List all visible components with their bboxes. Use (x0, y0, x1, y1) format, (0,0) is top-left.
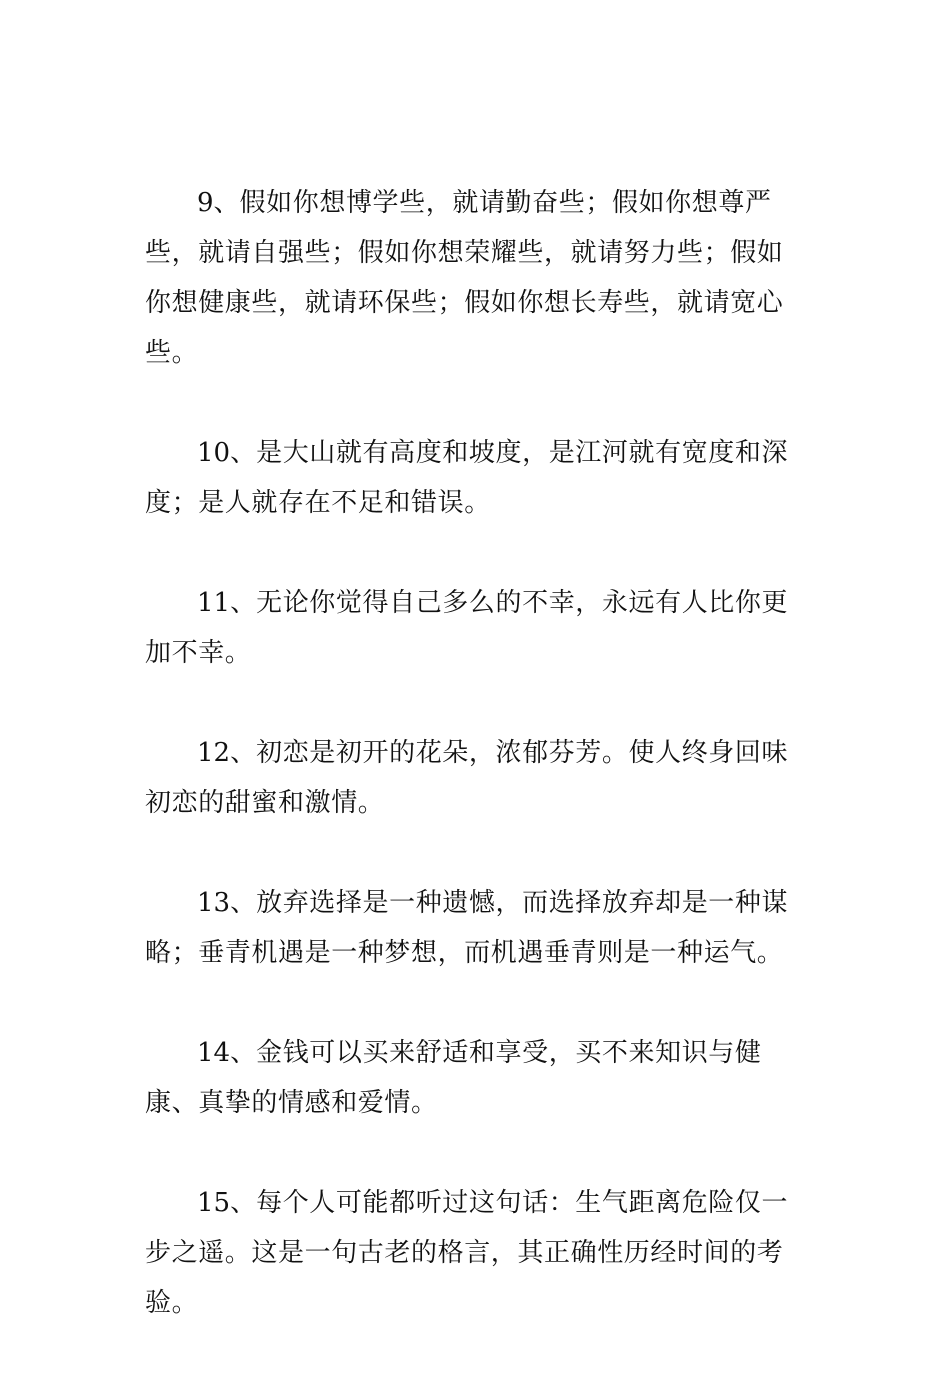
paragraph-number: 10、 (197, 438, 257, 468)
paragraph-10 (145, 428, 805, 528)
document-body (145, 178, 805, 1378)
paragraph-number: 13、 (197, 888, 257, 918)
paragraph-number: 14、 (197, 1038, 257, 1068)
paragraph-number: 15、 (197, 1188, 257, 1218)
paragraph-text: 初恋是初开的花朵，浓郁芬芳。使人终身回味初恋的甜蜜和激情。 (145, 738, 789, 818)
paragraph-14 (145, 1028, 805, 1128)
paragraph-text: 放弃选择是一种遗憾，而选择放弃却是一种谋略；垂青机遇是一种梦想，而机遇垂青则是一种运气。 (145, 888, 789, 968)
paragraph-12 (145, 728, 805, 828)
paragraph-text: 是大山就有高度和坡度，是江河就有宽度和深度；是人就存在不足和错误。 (145, 438, 789, 518)
paragraph-11 (145, 578, 805, 678)
paragraph-text: 每个人可能都听过这句话：生气距离危险仅一步之遥。这是一句古老的格言，其正确性历经时间的考验。 (145, 1188, 789, 1318)
paragraph-text: 假如你想博学些，就请勤奋些；假如你想尊严些，就请自强些；假如你想荣耀些，就请努力些；假如你想健康些，就请环保些；假如你想长寿些，就请宽心些。 (145, 188, 784, 368)
paragraph-number: 11、 (197, 588, 257, 618)
paragraph-number: 12、 (197, 738, 257, 768)
paragraph-15 (145, 1178, 805, 1328)
paragraph-text: 金钱可以买来舒适和享受，买不来知识与健康、真挚的情感和爱情。 (145, 1038, 762, 1118)
paragraph-number: 9、 (197, 188, 240, 218)
paragraph-text: 无论你觉得自己多么的不幸，永远有人比你更加不幸。 (145, 588, 789, 668)
paragraph-9 (145, 178, 805, 378)
paragraph-13 (145, 878, 805, 978)
